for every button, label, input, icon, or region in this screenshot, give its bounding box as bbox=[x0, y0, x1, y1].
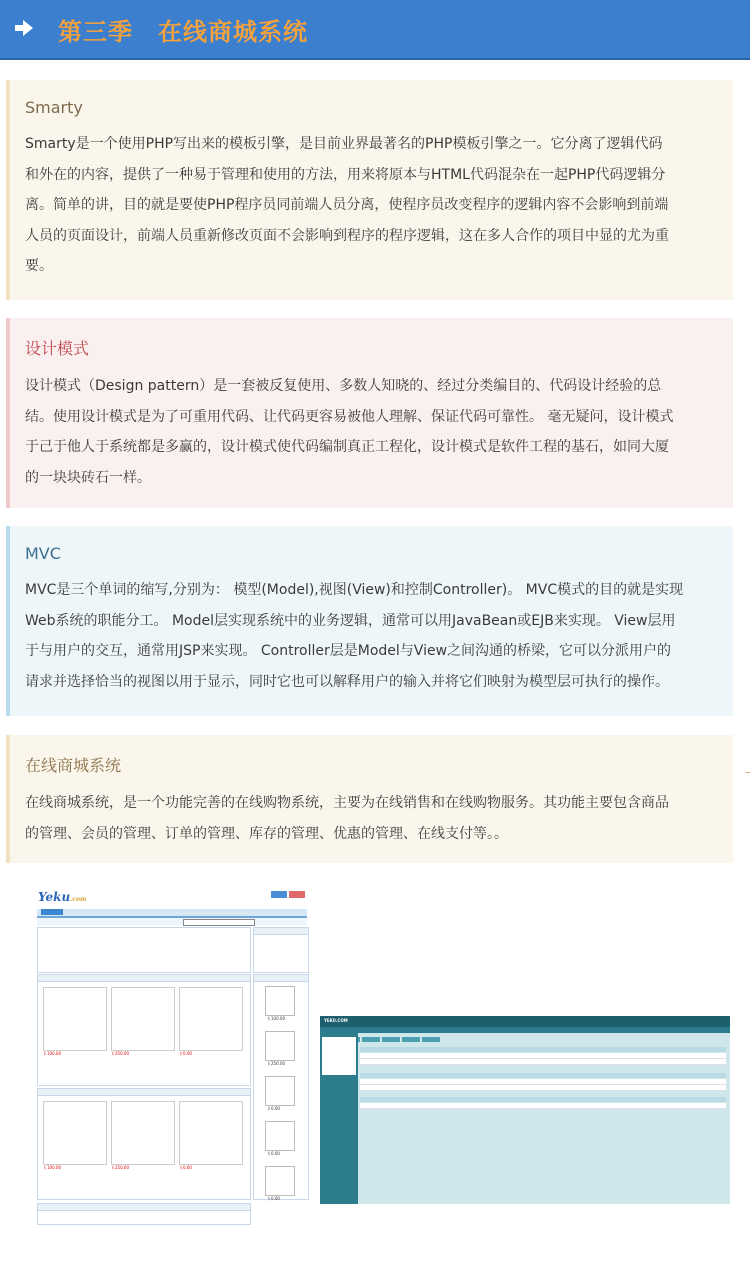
shop-frontend-screenshot: Yeku.com ￥100.00 ￥250.00 ￥0.00 ￥100.00 ￥250.00 ￥0.00 ￥100.00 ￥250.00 ￥0.00 ￥0.00 ￥0.00 bbox=[35, 885, 310, 1250]
admin-sidebar bbox=[320, 1033, 358, 1204]
section-text: MVC是三个单词的缩写,分别为： 模型(Model),视图(View)和控制Controller)。 MVC模式的目的就是实现 Web系统的职能分工。 Model层实现系统中的业务逻辑，通常可以用JavaBean或EJB来实现。 View层用 于与用户的交互，通常用JSP来实现。 Controller层是Model与View之间沟通的桥梁，它可以分派用户的 请求并选择恰当的视图以用于显示，同时它也可以解释用户的输入并将它们映射为模型层可执行的操作。 bbox=[25, 582, 684, 690]
section-heading: 在线商城系统 bbox=[25, 756, 122, 775]
section-text: 设计模式（Design pattern）是一套被反复使用、多数人知晓的、经过分类编目的、代码设计经验的总 结。使用设计模式是为了可重用代码、让代码更容易被他人理解、保证代码可靠性。 毫无疑问，设计模式 于己于他人于系统都是多赢的，设计模式使代码编制真正工程化，设计模式是软件工程的基石，如同大厦 的一块块砖石一样。 bbox=[25, 378, 674, 486]
top-links bbox=[269, 891, 305, 899]
arrow-right-icon bbox=[12, 16, 36, 40]
section-text: 在线商城系统，是一个功能完善的在线购物系统，主要为在线销售和在线购物服务。其功能主要包含商品 的管理、会员的管理、订单的管理、库存的管理、优惠的管理、在线支付等。。 bbox=[25, 795, 669, 842]
section-design-pattern bbox=[6, 318, 733, 508]
section-heading: MVC bbox=[25, 544, 61, 563]
shop-logo: Yeku.com bbox=[38, 890, 87, 904]
decorative-mark bbox=[745, 772, 750, 773]
admin-nav bbox=[320, 1027, 730, 1033]
section-heading: 设计模式 bbox=[25, 339, 90, 358]
admin-backend-screenshot bbox=[320, 1016, 730, 1204]
link-block bbox=[37, 1203, 251, 1225]
notice-block bbox=[253, 927, 309, 973]
search-bar bbox=[37, 918, 307, 925]
section-online-mall bbox=[6, 735, 733, 863]
section-text: Smarty是一个使用PHP写出来的模板引擎，是目前业界最著名的PHP模板引擎之一。它分离了逻辑代码 和外在的内容，提供了一种易于管理和使用的方法，用来将原本与HTML代码混杂在一起PHP代码逻辑分 离。简单的讲，目的就是要使PHP程序员同前端人员分离，使程序员改变程序的逻辑内容不会影响到前端 人员的页面设计，前端人员重新修改页面不会影响到程序的程序逻辑，这在多人合作的项目中显的尤为重 要。 bbox=[25, 136, 669, 274]
admin-main bbox=[360, 1035, 728, 1204]
admin-header: YEKU.COM bbox=[320, 1016, 730, 1027]
shop-nav bbox=[37, 909, 307, 918]
section-mvc bbox=[6, 526, 733, 716]
section-banner bbox=[0, 0, 750, 60]
banner-area bbox=[37, 927, 251, 973]
banner-title: 第三季 在线商城系统 bbox=[58, 18, 308, 46]
section-heading: Smarty bbox=[25, 98, 83, 117]
section-smarty bbox=[6, 80, 733, 300]
